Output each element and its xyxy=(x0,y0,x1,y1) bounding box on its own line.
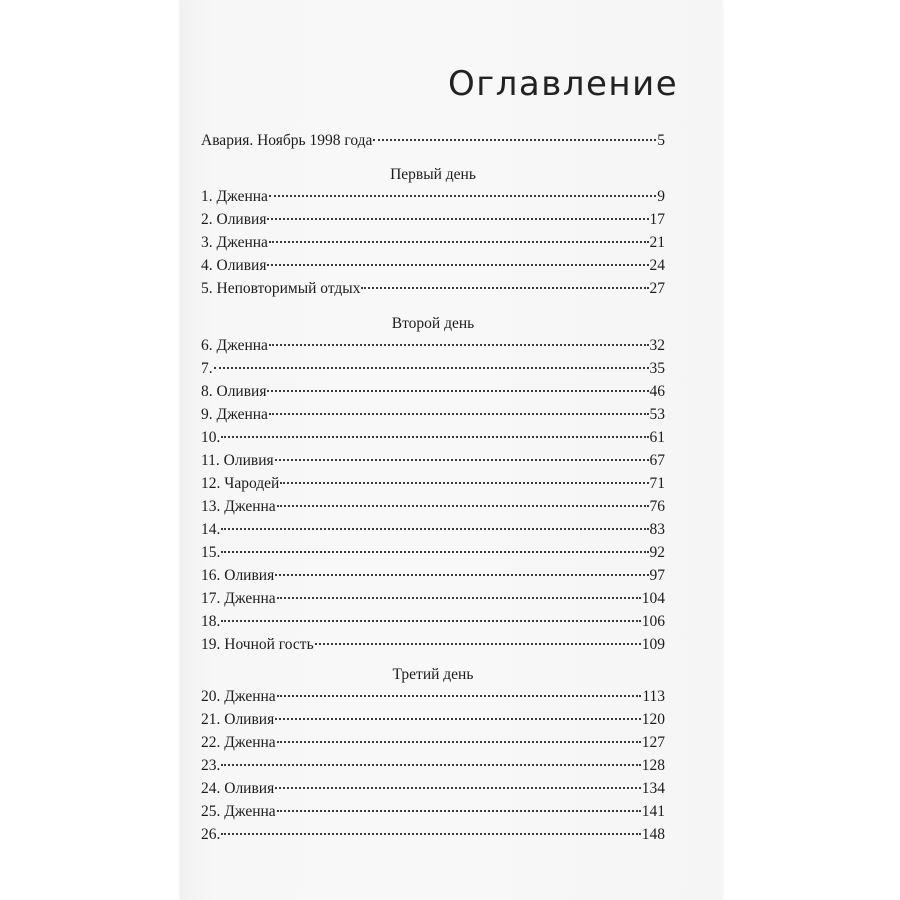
dot-leader xyxy=(221,551,648,553)
dot-leader xyxy=(269,241,649,243)
toc-entry-page: 148 xyxy=(641,826,665,843)
toc-entry-page: 71 xyxy=(649,475,665,492)
toc-entry xyxy=(201,588,665,610)
toc-entry-page: 141 xyxy=(641,803,665,820)
section-heading: Второй день xyxy=(391,315,475,332)
dot-leader xyxy=(221,436,648,438)
toc-entry-label: 20. Дженна xyxy=(201,688,276,705)
toc-entry xyxy=(201,519,665,541)
dot-leader xyxy=(267,390,648,392)
dot-leader xyxy=(275,718,641,720)
dot-leader xyxy=(277,741,641,743)
dot-leader xyxy=(269,413,649,415)
dot-leader xyxy=(221,764,640,766)
toc-entry-label: 4. Оливия xyxy=(201,257,267,274)
toc-entry-page: 17 xyxy=(649,211,665,228)
toc-entry-label: 21. Оливия xyxy=(201,711,275,728)
toc-entry-label: 13. Дженна xyxy=(201,498,276,515)
toc-entry xyxy=(201,496,665,518)
dot-leader xyxy=(361,287,648,289)
toc-entry xyxy=(201,255,665,277)
toc-entry xyxy=(201,186,665,208)
dot-leader xyxy=(269,195,656,197)
toc-entry-label: 18. xyxy=(201,613,221,630)
dot-leader xyxy=(275,574,648,576)
toc-entry xyxy=(201,565,665,587)
toc-entry-prologue xyxy=(201,130,665,152)
toc-entry xyxy=(201,709,665,731)
section-heading: Третий день xyxy=(392,666,474,683)
toc-entry-page: 97 xyxy=(649,567,665,584)
toc-entry-page: 67 xyxy=(649,452,665,469)
toc-entry-page: 83 xyxy=(649,521,665,538)
toc-entry-page: 128 xyxy=(641,757,665,774)
dot-leader xyxy=(221,620,640,622)
toc-entry-label: 15. xyxy=(201,544,221,561)
toc-entry xyxy=(201,232,665,254)
toc-entry-label: 10. xyxy=(201,429,221,446)
toc-entry xyxy=(201,634,665,656)
toc-entry-label: 26. xyxy=(201,826,221,843)
toc-entry-page: 46 xyxy=(649,383,665,400)
toc-entry xyxy=(201,542,665,564)
toc-entry-label: Авария. Ноябрь 1998 года xyxy=(201,132,373,149)
toc-entry-label: 11. Оливия xyxy=(201,452,274,469)
toc-entry-page: 104 xyxy=(641,590,665,607)
toc-entry-page: 32 xyxy=(649,337,665,354)
toc-entry-label: 8. Оливия xyxy=(201,383,267,400)
toc-entry-page: 9 xyxy=(657,188,665,205)
toc-entry-label: 24. Оливия xyxy=(201,780,275,797)
dot-leader xyxy=(315,643,641,645)
toc-entry-label: 3. Дженна xyxy=(201,234,268,251)
toc-entry xyxy=(201,404,665,426)
dot-leader xyxy=(280,482,648,484)
toc-entry-page: 35 xyxy=(649,360,665,377)
toc-entry-page: 106 xyxy=(641,613,665,630)
toc-entry-label: 19. Ночной гость xyxy=(201,636,314,653)
toc-entry-page: 109 xyxy=(641,636,665,653)
toc-entry-page: 113 xyxy=(642,688,665,705)
toc-entry-label: 25. Дженна xyxy=(201,803,276,820)
dot-leader xyxy=(267,264,648,266)
toc-entry-page: 120 xyxy=(641,711,665,728)
dot-leader xyxy=(373,139,656,141)
toc-entry-page: 134 xyxy=(641,780,665,797)
toc-entry-label: 7. xyxy=(201,360,213,377)
toc-entry-label: 23. xyxy=(201,757,221,774)
toc-entry-page: 76 xyxy=(649,498,665,515)
toc-entry-label: 22. Дженна xyxy=(201,734,276,751)
toc-entry xyxy=(201,358,665,380)
toc-entry-page: 21 xyxy=(649,234,665,251)
toc-entry xyxy=(201,755,665,777)
dot-leader xyxy=(275,787,641,789)
dot-leader xyxy=(275,459,649,461)
dot-leader xyxy=(221,833,640,835)
toc-entry-page: 53 xyxy=(649,406,665,423)
toc-entry-label: 2. Оливия xyxy=(201,211,267,228)
toc-entry-label: 5. Неповторимый отдых xyxy=(201,280,361,297)
toc-entry-page: 5 xyxy=(657,132,665,149)
toc-entry xyxy=(201,381,665,403)
toc-entry-page: 61 xyxy=(649,429,665,446)
dot-leader xyxy=(277,505,649,507)
dot-leader xyxy=(221,528,648,530)
toc-entry xyxy=(201,473,665,495)
toc-entry-label: 14. xyxy=(201,521,221,538)
dot-leader xyxy=(214,367,649,369)
toc-entry xyxy=(201,686,665,708)
toc-entry-page: 92 xyxy=(649,544,665,561)
toc-entry xyxy=(201,801,665,823)
toc-entry xyxy=(201,824,665,846)
toc-entry xyxy=(201,450,665,472)
dot-leader xyxy=(267,218,648,220)
toc-entry-label: 9. Дженна xyxy=(201,406,268,423)
toc-entry xyxy=(201,278,665,300)
toc-entry-page: 24 xyxy=(649,257,665,274)
dot-leader xyxy=(277,695,642,697)
toc-entry xyxy=(201,209,665,231)
page-title: Оглавление xyxy=(448,64,679,104)
toc-entry-label: 6. Дженна xyxy=(201,337,268,354)
toc-entry xyxy=(201,611,665,633)
toc-entry xyxy=(201,732,665,754)
toc-entry xyxy=(201,427,665,449)
toc-entry xyxy=(201,335,665,357)
toc-entry-page: 127 xyxy=(641,734,665,751)
section-heading: Первый день xyxy=(390,166,476,183)
toc-entry xyxy=(201,778,665,800)
toc-entry-label: 12. Чародей xyxy=(201,475,280,492)
dot-leader xyxy=(277,597,641,599)
toc-entry-page: 27 xyxy=(649,280,665,297)
toc-entry-label: 1. Дженна xyxy=(201,188,268,205)
dot-leader xyxy=(269,344,649,346)
dot-leader xyxy=(277,810,641,812)
toc-entry-label: 16. Оливия xyxy=(201,567,275,584)
toc-entry-label: 17. Дженна xyxy=(201,590,276,607)
